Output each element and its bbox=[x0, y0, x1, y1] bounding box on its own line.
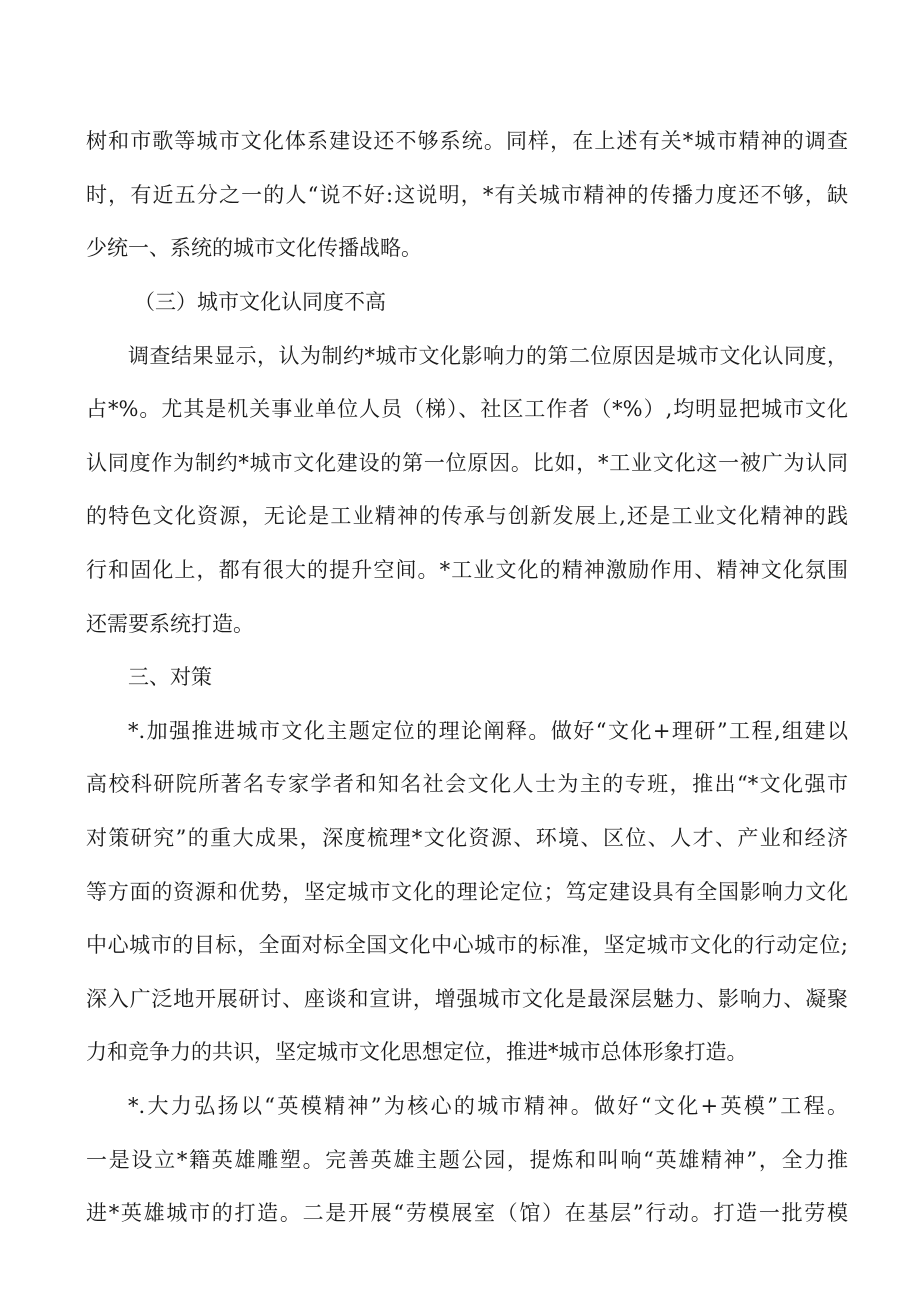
paragraph-2-line-5: 行和固化上，都有很大的提升空间。*工业文化的精神激励作用、精神文化氛围 bbox=[86, 558, 848, 582]
paragraph-4-line-2: 一是设立*籍英雄雕塑。完善英雄主题公园，提炼和叫响“英雄精神”，全力推 bbox=[86, 1148, 848, 1172]
paragraph-3-line-3: 对策研究”的重大成果，深度梳理*文化资源、环境、区位、人才、产业和经济 bbox=[86, 826, 848, 850]
paragraph-3-line-7: 力和竞争力的共识，坚定城市文化思想定位，推进*城市总体形象打造。 bbox=[86, 1040, 748, 1064]
section-heading-3: （三）城市文化认同度不高 bbox=[134, 290, 386, 314]
paragraph-1-line-2: 时，有近五分之一的人“说不好:这说明，*有关城市精神的传播力度还不够，缺 bbox=[86, 183, 848, 207]
paragraph-3-line-1: *.加强推进城市文化主题定位的理论阐释。做好“文化+理研”工程,组建以 bbox=[128, 719, 848, 743]
paragraph-2-line-6: 还需要系统打造。 bbox=[86, 612, 254, 636]
paragraph-1-line-1: 树和市歌等城市文化体系建设还不够系统。同样，在上述有关*城市精神的调查 bbox=[86, 129, 848, 153]
paragraph-4-line-3: 进*英雄城市的打造。二是开展“劳模展室（馆）在基层”行动。打造一批劳模 bbox=[86, 1201, 848, 1225]
paragraph-3-line-4: 等方面的资源和优势，坚定城市文化的理论定位；笃定建设具有全国影响力文化 bbox=[86, 880, 848, 904]
paragraph-4-line-1: *.大力弘扬以“英模精神”为核心的城市精神。做好“文化+英模”工程。 bbox=[128, 1094, 848, 1118]
paragraph-2-line-3: 认同度作为制约*城市文化建设的第一位原因。比如，*工业文化这一被广为认同 bbox=[86, 451, 848, 475]
paragraph-3-line-2: 高校科研院所著名专家学者和知名社会文化人士为主的专班，推出“*文化强市 bbox=[86, 772, 848, 796]
paragraph-1-line-3: 少统一、系统的城市文化传播战略。 bbox=[86, 236, 422, 260]
paragraph-2-line-1: 调查结果显示，认为制约*城市文化影响力的第二位原因是城市文化认同度， bbox=[128, 344, 848, 368]
paragraph-2-line-4: 的特色文化资源，无论是工业精神的传承与创新发展上,还是工业文化精神的践 bbox=[86, 504, 848, 528]
paragraph-3-line-5: 中心城市的目标，全面对标全国文化中心城市的标准，坚定城市文化的行动定位; bbox=[86, 933, 848, 957]
paragraph-2-line-2: 占*%。尤其是机关事业单位人员（梯）、社区工作者（*%）,均明显把城市文化 bbox=[86, 397, 848, 421]
section-title: 三、对策 bbox=[128, 665, 212, 689]
paragraph-3-line-6: 深入广泛地开展研讨、座谈和宣讲，增强城市文化是最深层魅力、影响力、凝聚 bbox=[86, 987, 848, 1011]
